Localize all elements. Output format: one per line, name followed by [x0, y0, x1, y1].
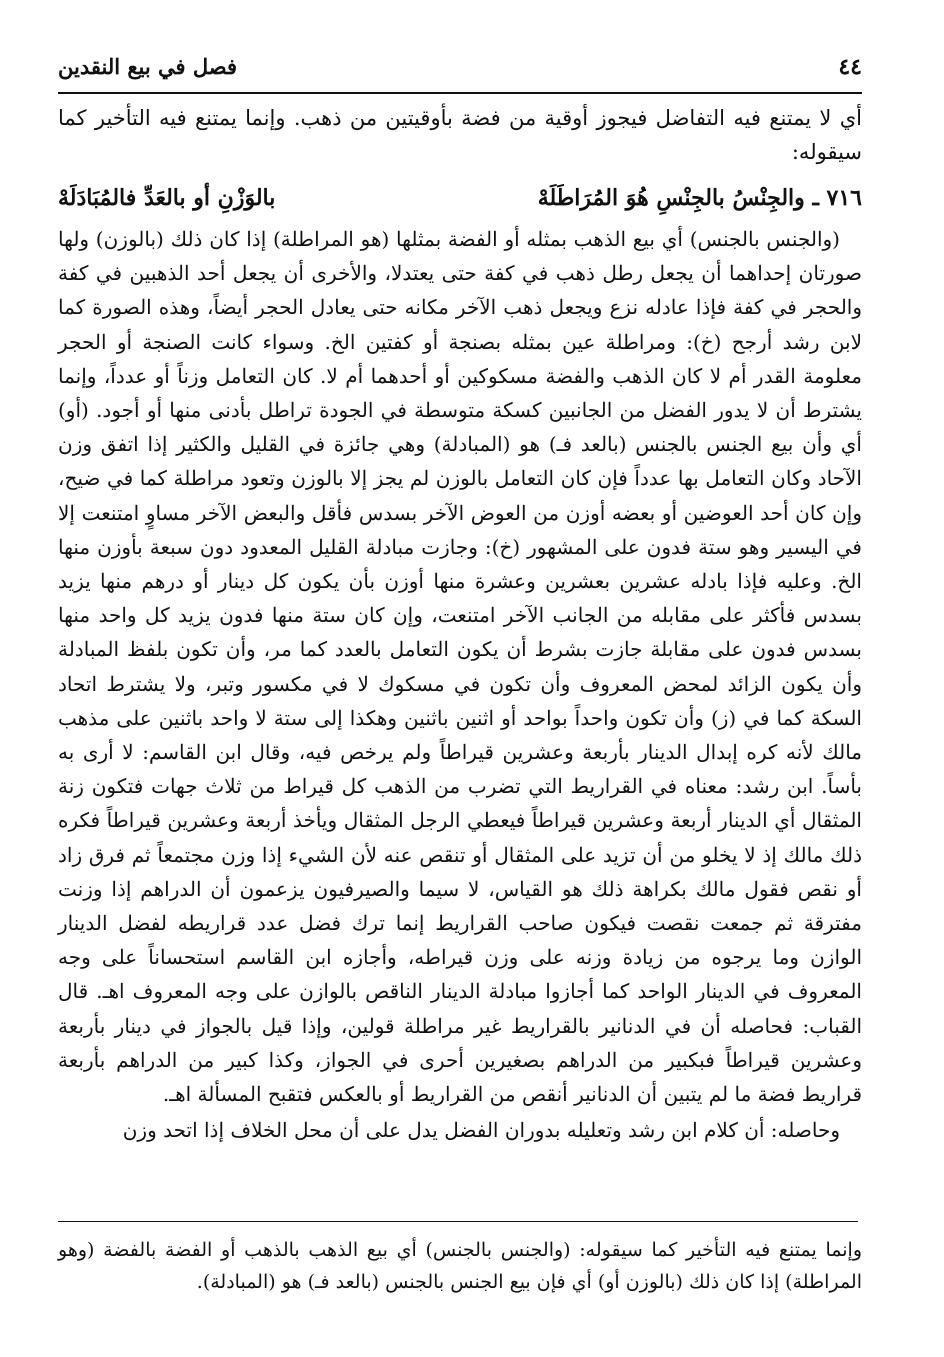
verse-first-hemistich: ٧١٦ ـ والجِنْسُ بالجِنْسِ هُوَ المُرَاطَلَهْ	[537, 185, 862, 211]
chapter-title: فصل في بيع النقدين	[58, 54, 238, 79]
intro-paragraph: أي لا يمتنع فيه التفاضل فيجوز أوقية من فضة بأوقيتين من ذهب. وإنما يمتنع فيه التأخير كما سيقوله:	[58, 106, 862, 164]
page-number: ٤٤	[838, 54, 862, 80]
verse-second-hemistich: بالوَزْنِ أو بالعَدِّ فالمُبَادَلَهْ	[58, 185, 276, 211]
footnote-text: وإنما يمتنع فيه التأخير كما سيقوله: (والجنس بالجنس) أي بيع الذهب بالذهب أو الفضة بالفضة (وهو المراطلة) إذا كان ذلك (بالوزن أو) أي فإن بيع الجنس بالجنس (بالعد فـ) هو (المبادلة).	[58, 1239, 862, 1293]
commentary-paragraph: (والجنس بالجنس) أي بيع الذهب بمثله أو الفضة بمثلها (هو المراطلة) إذا كان ذلك (بالوزن) ولها صورتان إحداهما أن يجعل رطل ذهب في كفة حتى يعتدلا، والأخرى أن يجعل أحد الذهبين في كفة والحجر في كفة فإذا عادله نزع ويجعل ذهب الآخر مكانه حتى يعادل الحجر أيضاً، وهذه الصورة كما لابن رشد أرجح (خ): ومراطلة عين بمثله بصنجة أو كفتين الخ. وسواء كانت الصنجة أو الحجر معلومة القدر أم لا كان الذهب والفضة مسكوكين أو أحدهما أم لا. كان التعامل وزناً أو عدداً، وإنما يشترط أن لا يدور الفضل من الجانبين كسكة متوسطة في الجودة تراطل بأدنى منها أو أجود. (أو) أي وأن بيع الجنس بالجنس (بالعد فـ) هو (المبادلة) وهي جائزة في القليل والكثير إذا اتفق وزن الآحاد وكان التعامل بها عدداً فإن كان التعامل بالوزن لم يجز إلا بالوزن وتعود مراطلة كما في ضيح، وإن كان أحد العوضين أو بعضه أوزن من العوض الآخر بسدس فأقل والبعض الآخر مساوٍ امتنعت إلا في اليسير وهو ستة فدون على المشهور (خ): وجازت مبادلة القليل المعدود دون سبعة بأوزن منها الخ. وعليه فإذا بادله عشرين بعشرين وعشرة منها أوزن بأن يكون كل دينار أو درهم منها يزيد بسدس فأكثر على مقابله من الجانب الآخر امتنعت، وإن كان ستة منها فدون يزيد كل واحد منها بسدس فدون على مقابلة جازت بشرط أن يكون التعامل بالعدد كما مر، وأن تكون بلفظ المبادلة وأن يكون الزائد لمحض المعروف وأن تكون في مسكوك لا في مكسور وتبر، ولا يشترط اتحاد السكة كما في (ز) وأن تكون واحداً بواحد أو اثنين باثنين وهكذا إلى ستة لا واحد باثنين على مذهب مالك لأنه كره إبدال الدينار بأربعة وعشرين قيراطاً ولم يرخص فيه، وقال ابن القاسم: لا أرى به بأساً. ابن رشد: معناه في القراريط التي تضرب من الذهب كل قيراط من ثلاث جهات فتكون زنة المثقال أي الدينار أربعة وعشرين قيراطاً فيعطي الرجل المثقال ويأخذ أربعة وعشرين قيراطاً فكره ذلك مالك إذ لا يخلو من أن تزيد على المثقال أو تنقص عنه لأن الشيء إذا وزن مجتمعاً ثم فرق زاد أو نقص فقول مالك بكراهة ذلك هو القياس، لا سيما والصيرفيون يزعمون أن الدراهم إذا وزنت مفترقة ثم جمعت نقصت فيكون صاحب القراريط إنما ترك فضل عدد قراريطه لفضل الدينار الوازن وما يرجوه من زيادة وزنه على وزن قيراطه، وأجازه ابن القاسم استحساناً على وجه المعروف في الدينار الواحد كما أجازوا مبادلة الدينار الناقص بالوازن على وجه المعروف اهـ. قال القباب: فحاصله أن في الدنانير بالقراريط غير مراطلة قولين، وإذا قيل بالجواز في دينار بأربعة وعشرين قيراطاً فبكبير من الدراهم بصغيرين أحرى في الجواز، وكذا كبير من الدراهم بأربعة قراريط فضة ما لم يتبين أن الدنانير أنقص من القراريط أو بالعكس فتقبح المسألة اهـ.	[58, 227, 863, 1107]
intro-text	[58, 102, 862, 169]
page-header	[58, 48, 862, 88]
commentary-paragraph: وحاصله: أن كلام ابن رشد وتعليله بدوران الفضل يدل على أن محل الخلاف إذا اتحد وزن	[122, 1118, 840, 1143]
header-rule	[58, 92, 862, 94]
footnote	[58, 1234, 862, 1298]
commentary-body	[58, 222, 862, 1147]
verse-line	[58, 185, 862, 219]
footnote-rule	[58, 1221, 858, 1222]
